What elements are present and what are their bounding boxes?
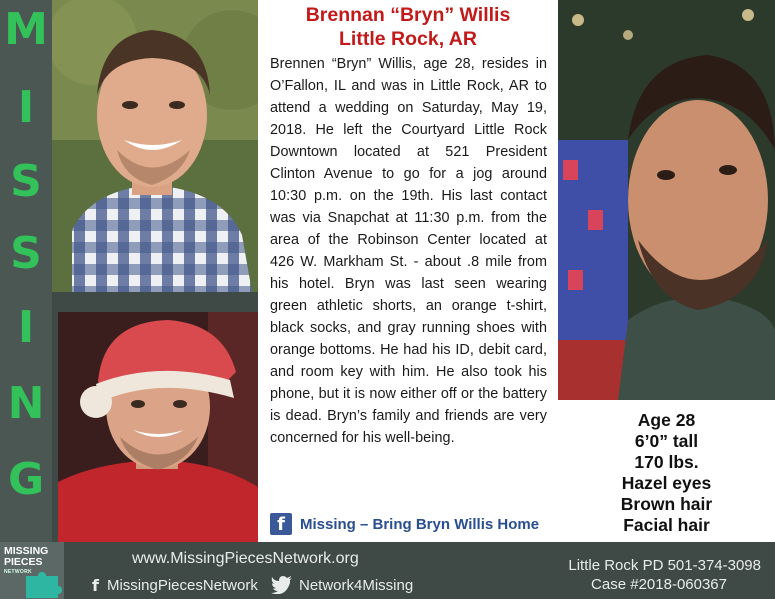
missing-letter: I	[17, 302, 35, 353]
police-contact: Little Rock PD 501-374-3098	[568, 557, 761, 574]
missing-pieces-logo	[0, 542, 64, 599]
logo-line-1: MISSING	[4, 545, 49, 557]
stat-hair: Brown hair	[620, 494, 713, 514]
missing-letter: S	[10, 156, 42, 207]
twitter-handle: Network4Missing	[299, 576, 414, 594]
twitter-handle-link[interactable]	[271, 576, 413, 594]
photo-top-left	[52, 0, 258, 292]
stat-eyes: Hazel eyes	[621, 473, 712, 493]
missing-letter: G	[7, 454, 45, 505]
logo-line-3: NETWORK	[4, 569, 32, 575]
case-number: Case #2018-060367	[591, 576, 727, 593]
missing-person-location: Little Rock, AR	[339, 28, 477, 50]
website-link[interactable]: www.MissingPiecesNetwork.org	[132, 550, 359, 567]
facebook-f-icon: f	[92, 576, 99, 595]
stat-height: 6’0” tall	[634, 431, 699, 451]
facebook-icon: f	[270, 513, 292, 535]
footer	[0, 542, 775, 599]
stat-age: Age 28	[637, 410, 696, 430]
case-description: Brennen “Bryn” Willis, age 28, resides in O’Fallon, IL and was in Little Rock, AR to attend a wedding on Saturday, May 19, 2018. He left the Courtyard Little Rock Downtown located at 521 President Clinton Avenue to go for a jog around 10:30 p.m. on the 19th. His last contact was via Snapchat at 11:30 p.m. from the area of the Robinson Center located at 426 W. Markham St. - about .8 mile from his hotel. Bryn was last seen wearing green athletic shorts, an orange t-shirt, black socks, and gray running shoes with orange bottoms. He had his ID, debit card, and room key with him. He also took his phone, but it is now either off or the battery is dead. Bryn’s family and friends are very concerned for his well-being.	[270, 56, 547, 446]
puzzle-piece-icon	[22, 572, 62, 598]
missing-letter: I	[17, 82, 35, 133]
physical-description	[558, 400, 775, 542]
facebook-page-link[interactable]	[270, 511, 560, 537]
facebook-page-name: Missing – Bring Bryn Willis Home	[300, 515, 540, 533]
missing-letter: N	[7, 378, 45, 429]
photo-right	[558, 0, 775, 400]
logo-line-2: PIECES	[4, 556, 43, 568]
stat-facial: Facial hair	[623, 515, 710, 535]
facebook-handle: MissingPiecesNetwork	[106, 577, 258, 594]
facebook-handle-link[interactable]	[92, 576, 258, 595]
stat-weight: 170 lbs.	[634, 452, 699, 472]
missing-banner	[0, 0, 52, 542]
missing-person-name: Brennan “Bryn” Willis	[305, 4, 511, 26]
info-panel	[258, 0, 558, 542]
missing-letter: S	[10, 228, 42, 279]
twitter-bird-icon	[271, 576, 293, 594]
photo-bottom-left	[58, 312, 258, 542]
missing-letter: M	[4, 4, 48, 55]
